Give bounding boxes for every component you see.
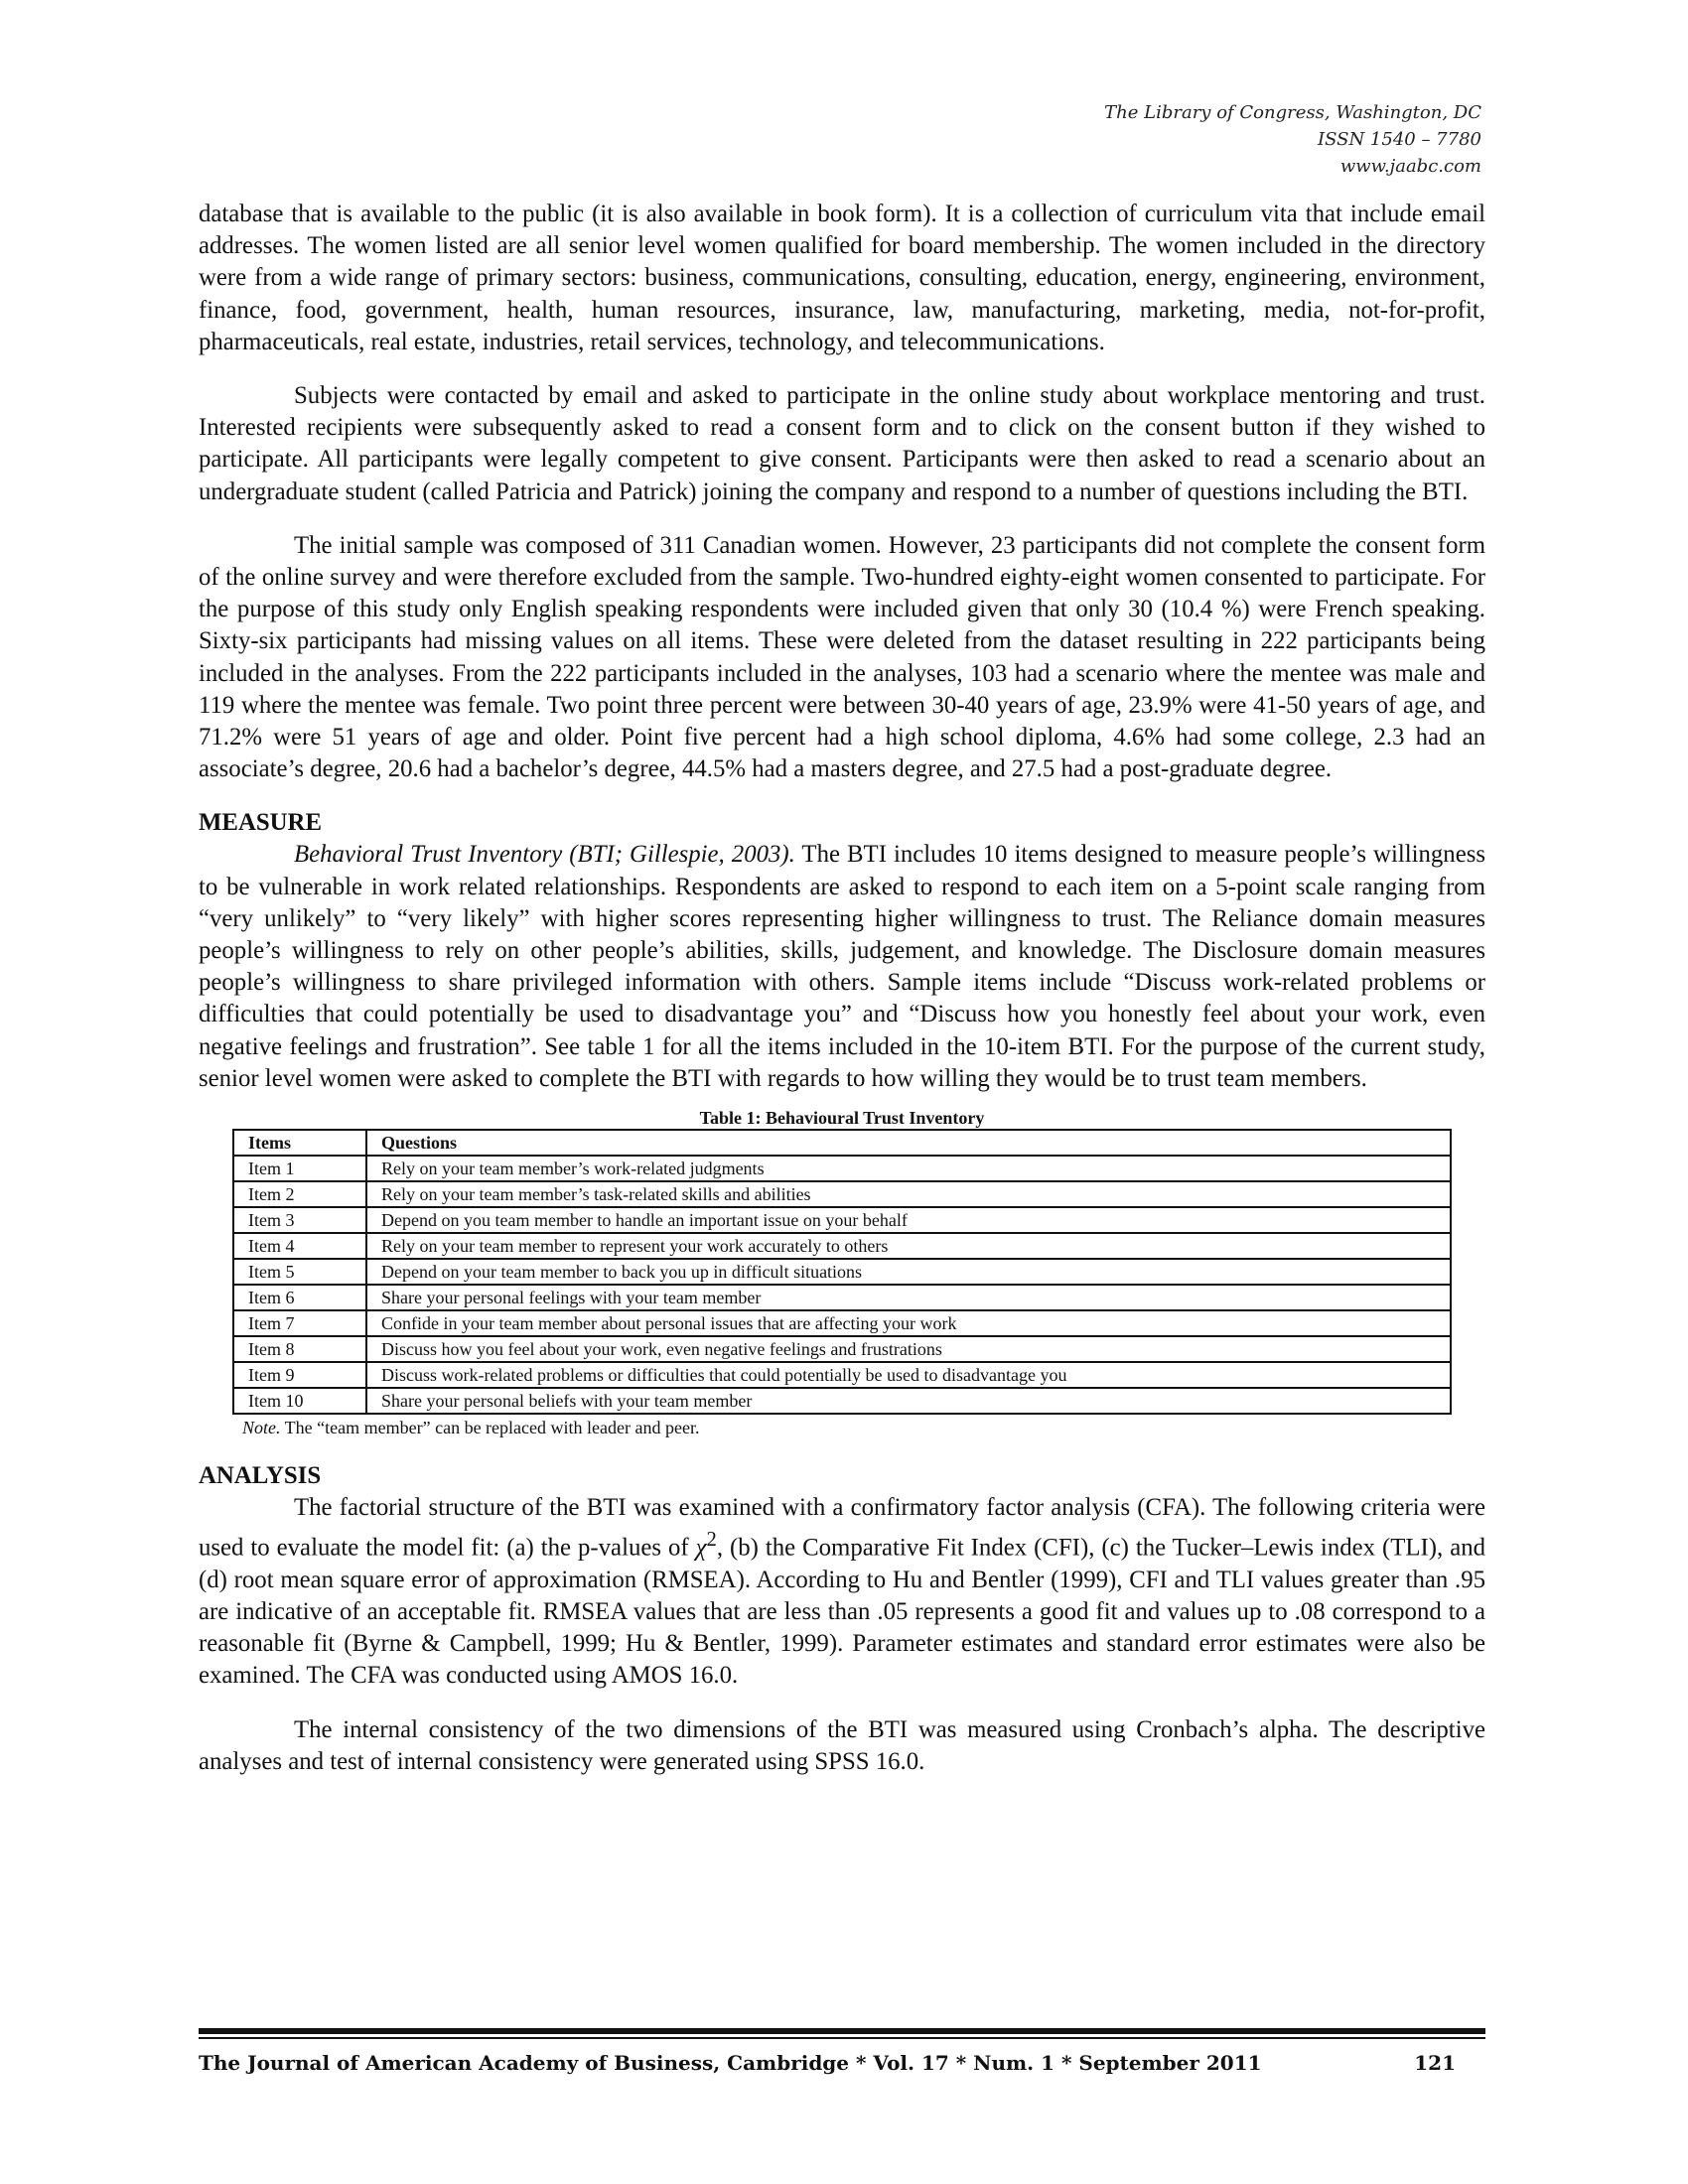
analysis-text-a: The factorial structure of the BTI was examined with a confirmatory factor analysis (CFA). The following criteria were used to evaluate the model fit: (a) the p-values of [199, 1494, 1485, 1562]
section-heading-measure: MEASURE [199, 809, 322, 837]
paragraph-subjects: Subjects were contacted by email and asked to participate in the online study about workplace mentoring and trust. Interested recipients were subsequently asked to read a consent form and to click on the consent button if they wished to participate. All participants were legally competent to give consent. Participants were then asked to read a scenario about an undergraduate student (called Patricia and Patrick) joining the company and respond to a number of questions including the BTI. [199, 382, 1485, 505]
header-items: Items [233, 1130, 366, 1156]
note-text: The “team member” can be replaced with leader and peer. [280, 1418, 700, 1438]
table-note [242, 1417, 1485, 1438]
item-question: Confide in your team member about personal issues that are affecting your work [366, 1310, 1451, 1336]
table-row [233, 1233, 1451, 1259]
item-label: Item 2 [233, 1181, 366, 1207]
page-header [1104, 99, 1481, 180]
paragraph-directory: database that is available to the public (it is also available in book form). It is a collection of curriculum vita that include email addresses. The women listed are all senior level women qualified for board membership. The women included in the directory were from a wide range of primary sectors: business, communications, consulting, education, energy, engineering, environment, finance, food, government, health, human resources, insurance, law, manufacturing, marketing, media, not-for-profit, pharmaceuticals, real estate, industries, retail services, technology, and telecommunications. [199, 201, 1485, 355]
item-question: Share your personal beliefs with your team member [366, 1388, 1451, 1414]
header-library: The Library of Congress, Washington, DC [1104, 102, 1481, 123]
item-label: Item 5 [233, 1259, 366, 1285]
item-label: Item 9 [233, 1362, 366, 1388]
page-number: 121 [1414, 2051, 1456, 2075]
page-footer [199, 2049, 1456, 2077]
item-question: Depend on you team member to handle an important issue on your behalf [366, 1207, 1451, 1233]
header-questions: Questions [366, 1130, 1451, 1156]
table-row [233, 1259, 1451, 1285]
item-label: Item 6 [233, 1285, 366, 1310]
paragraph-analysis-consistency: The internal consistency of the two dimensions of the BTI was measured using Cronbach’s alpha. The descriptive analyses and test of internal consistency were generated using SPSS 16.0. [199, 1715, 1485, 1775]
footer-journal: The Journal of American Academy of Business, Cambridge * Vol. 17 * Num. 1 * September 2011 [199, 2051, 1262, 2075]
table-header-row [233, 1130, 1451, 1156]
header-website: www.jaabc.com [1339, 156, 1481, 177]
paragraph-sample: The initial sample was composed of 311 Canadian women. However, 23 participants did not complete the consent form of the online survey and were therefore excluded from the sample. Two-hundred eighty-eight women consented to participate. For the purpose of this study only English speaking respondents were included given that only 30 (10.4 %) were French speaking. Sixty-six participants had missing values on all items. These were deleted from the dataset resulting in 222 participants being included in the analyses. From the 222 participants included in the analyses, 103 had a scenario where the mentee was male and 119 where the mentee was female. Two point three percent were between 30-40 years of age, 23.9% were 41-50 years of age, and 71.2% were 51 years of age and older. Point five percent had a high school diploma, 4.6% had some college, 2.3 had an associate’s degree, 20.6 had a bachelor’s degree, 44.5% had a masters degree, and 27.5 had a post-graduate degree. [199, 531, 1485, 783]
table-row [233, 1362, 1451, 1388]
table-row [233, 1388, 1451, 1414]
item-question: Discuss how you feel about your work, even negative feelings and frustrations [366, 1336, 1451, 1362]
chi-symbol: χ [695, 1534, 707, 1562]
item-question: Rely on your team member’s work-related judgments [366, 1156, 1451, 1181]
item-label: Item 1 [233, 1156, 366, 1181]
table-title: Table 1: Behavioural Trust Inventory [699, 1108, 985, 1129]
table-row [233, 1336, 1451, 1362]
item-question: Depend on your team member to back you up in difficult situations [366, 1259, 1451, 1285]
item-label: Item 7 [233, 1310, 366, 1336]
item-question: Rely on your team member to represent your work accurately to others [366, 1233, 1451, 1259]
item-label: Item 10 [233, 1388, 366, 1414]
header-issn: ISSN 1540 – 7780 [1318, 129, 1481, 150]
bti-table [232, 1129, 1452, 1415]
article-body [199, 199, 1485, 1778]
item-label: Item 4 [233, 1233, 366, 1259]
table-row [233, 1156, 1451, 1181]
item-label: Item 3 [233, 1207, 366, 1233]
analysis-text-b: , (b) the Comparative Fit Index (CFI), (c) the Tucker–Lewis index (TLI), and (d) root mean square error of approximation (RMSEA). According to Hu and Bentler (1999), CFI and TLI values greater than .95 are indicative of an acceptable fit. RMSEA values that are less than .05 represents a good fit and values up to .08 correspond to a reasonable fit (Byrne & Campbell, 1999; Hu & Bentler, 1999). Parameter estimates and standard error estimates were also be examined. The CFA was conducted using AMOS 16.0. [199, 1534, 1485, 1690]
footer-rule-thin [199, 2037, 1485, 2039]
table-row [233, 1207, 1451, 1233]
measure-text: The BTI includes 10 items designed to measure people’s willingness to be vulnerable in work related relationships. Respondents are asked to respond to each item on a 5-point scale ranging from “very unlikely” to “very likely” with higher scores representing higher willingness to trust. The Reliance domain measures people’s willingness to rely on other people’s abilities, skills, judgement, and knowledge. The Disclosure domain measures people’s willingness to share privileged information with others. Sample items include “Discuss work-related problems or difficulties that could potentially be used to disadvantage you” and “Discuss how you honestly feel about your work, even negative feelings and frustration”. See table 1 for all the items included in the 10-item BTI. For the purpose of the current study, senior level women were asked to complete the BTI with regards to how willing they would be to trust team members. [199, 841, 1485, 1092]
item-question: Rely on your team member’s task-related skills and abilities [366, 1181, 1451, 1207]
chi-superscript: 2 [706, 1529, 717, 1552]
item-label: Item 8 [233, 1336, 366, 1362]
paragraph-measure [199, 839, 1485, 1095]
item-question: Share your personal feelings with your team member [366, 1285, 1451, 1310]
section-heading-analysis: ANALYSIS [199, 1462, 322, 1490]
table-row [233, 1310, 1451, 1336]
paragraph-analysis-cfa [199, 1492, 1485, 1692]
table-row [233, 1181, 1451, 1207]
note-label: Note. [242, 1418, 281, 1438]
item-question: Discuss work-related problems or difficulties that could potentially be used to disadvantage you [366, 1362, 1451, 1388]
footer-rule-thick [199, 2028, 1485, 2034]
measure-lead: Behavioral Trust Inventory (BTI; Gillespie, 2003). [294, 841, 795, 869]
table-row [233, 1285, 1451, 1310]
